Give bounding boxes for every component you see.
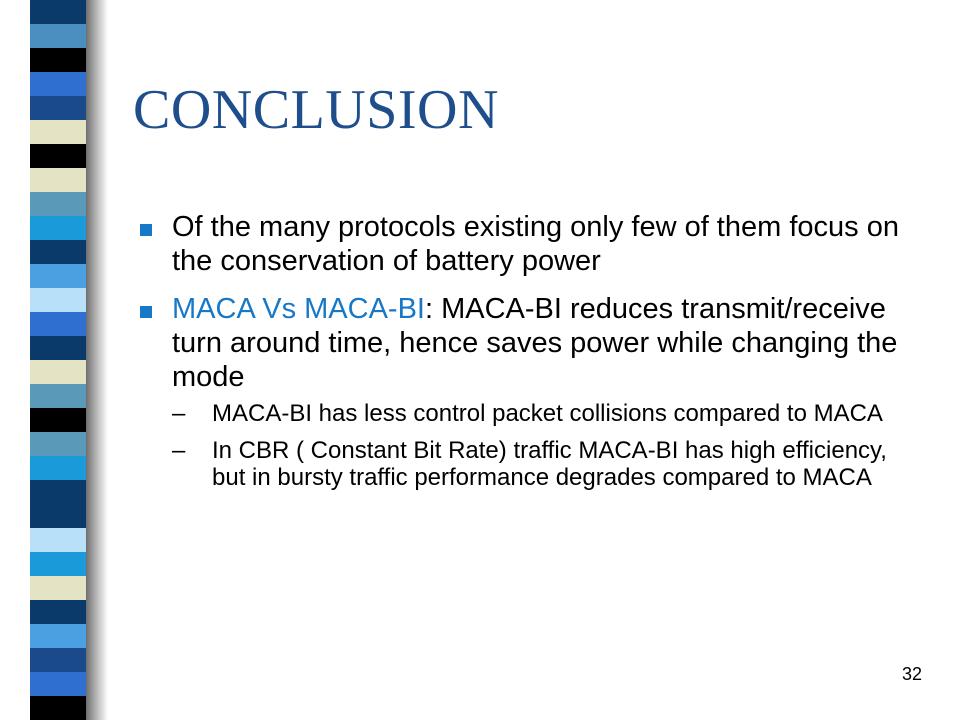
stripe-segment xyxy=(30,504,86,528)
stripe-segment xyxy=(30,288,86,312)
stripe-segment xyxy=(30,672,86,696)
stripe-segment xyxy=(30,96,86,120)
bullet-highlight: MACA Vs MACA-BI xyxy=(172,293,425,325)
bullet-list xyxy=(134,210,924,505)
stripe-segment xyxy=(30,216,86,240)
stripe-column xyxy=(30,0,86,720)
sub-bullet-item xyxy=(172,437,924,491)
stripe-segment xyxy=(30,0,86,24)
square-bullet-icon xyxy=(140,224,152,236)
stripe-segment xyxy=(30,240,86,264)
stripe-segment xyxy=(30,72,86,96)
sub-bullet-text: MACA-BI has less control packet collisions compared to MACA xyxy=(212,400,883,427)
dash-bullet-icon: – xyxy=(172,437,186,464)
bullet-item xyxy=(134,292,924,491)
stripe-segment xyxy=(30,264,86,288)
stripe-segment xyxy=(30,600,86,624)
stripe-segment xyxy=(30,120,86,144)
stripe-segment xyxy=(30,456,86,480)
decorative-stripe-bar xyxy=(0,0,108,720)
sub-bullet-item xyxy=(172,400,924,427)
bullet-item xyxy=(134,210,924,278)
stripe-segment xyxy=(30,168,86,192)
stripe-segment xyxy=(30,312,86,336)
stripe-segment xyxy=(30,576,86,600)
square-bullet-icon xyxy=(140,306,152,318)
stripe-segment xyxy=(30,696,86,720)
stripe-segment xyxy=(30,192,86,216)
dash-bullet-icon: – xyxy=(172,400,186,427)
bullet-text: Of the many protocols existing only few of them focus on the conservation of battery power xyxy=(172,211,899,277)
sub-bullet-text: In CBR ( Constant Bit Rate) traffic MACA-BI has high efficiency, but in bursty traffic performance degrades compared to MACA xyxy=(212,437,887,491)
stripe-segment xyxy=(30,360,86,384)
page-number: 32 xyxy=(901,664,922,684)
bullet-text: : MACA-BI reduces transmit/receive turn around time, hence saves power while changing the mode xyxy=(172,293,898,393)
stripe-segment xyxy=(30,552,86,576)
stripe-segment xyxy=(30,384,86,408)
stripe-segment xyxy=(30,624,86,648)
stripe-segment xyxy=(30,48,86,72)
stripe-segment xyxy=(30,648,86,672)
stripe-segment xyxy=(30,336,86,360)
stripe-segment xyxy=(30,144,86,168)
stripe-segment xyxy=(30,480,86,504)
stripe-segment xyxy=(30,432,86,456)
stripe-segment xyxy=(30,408,86,432)
stripe-shadow xyxy=(86,0,108,720)
slide-title: CONCLUSION xyxy=(133,79,499,141)
sub-bullet-list xyxy=(172,400,924,491)
stripe-segment xyxy=(30,24,86,48)
stripe-segment xyxy=(30,528,86,552)
